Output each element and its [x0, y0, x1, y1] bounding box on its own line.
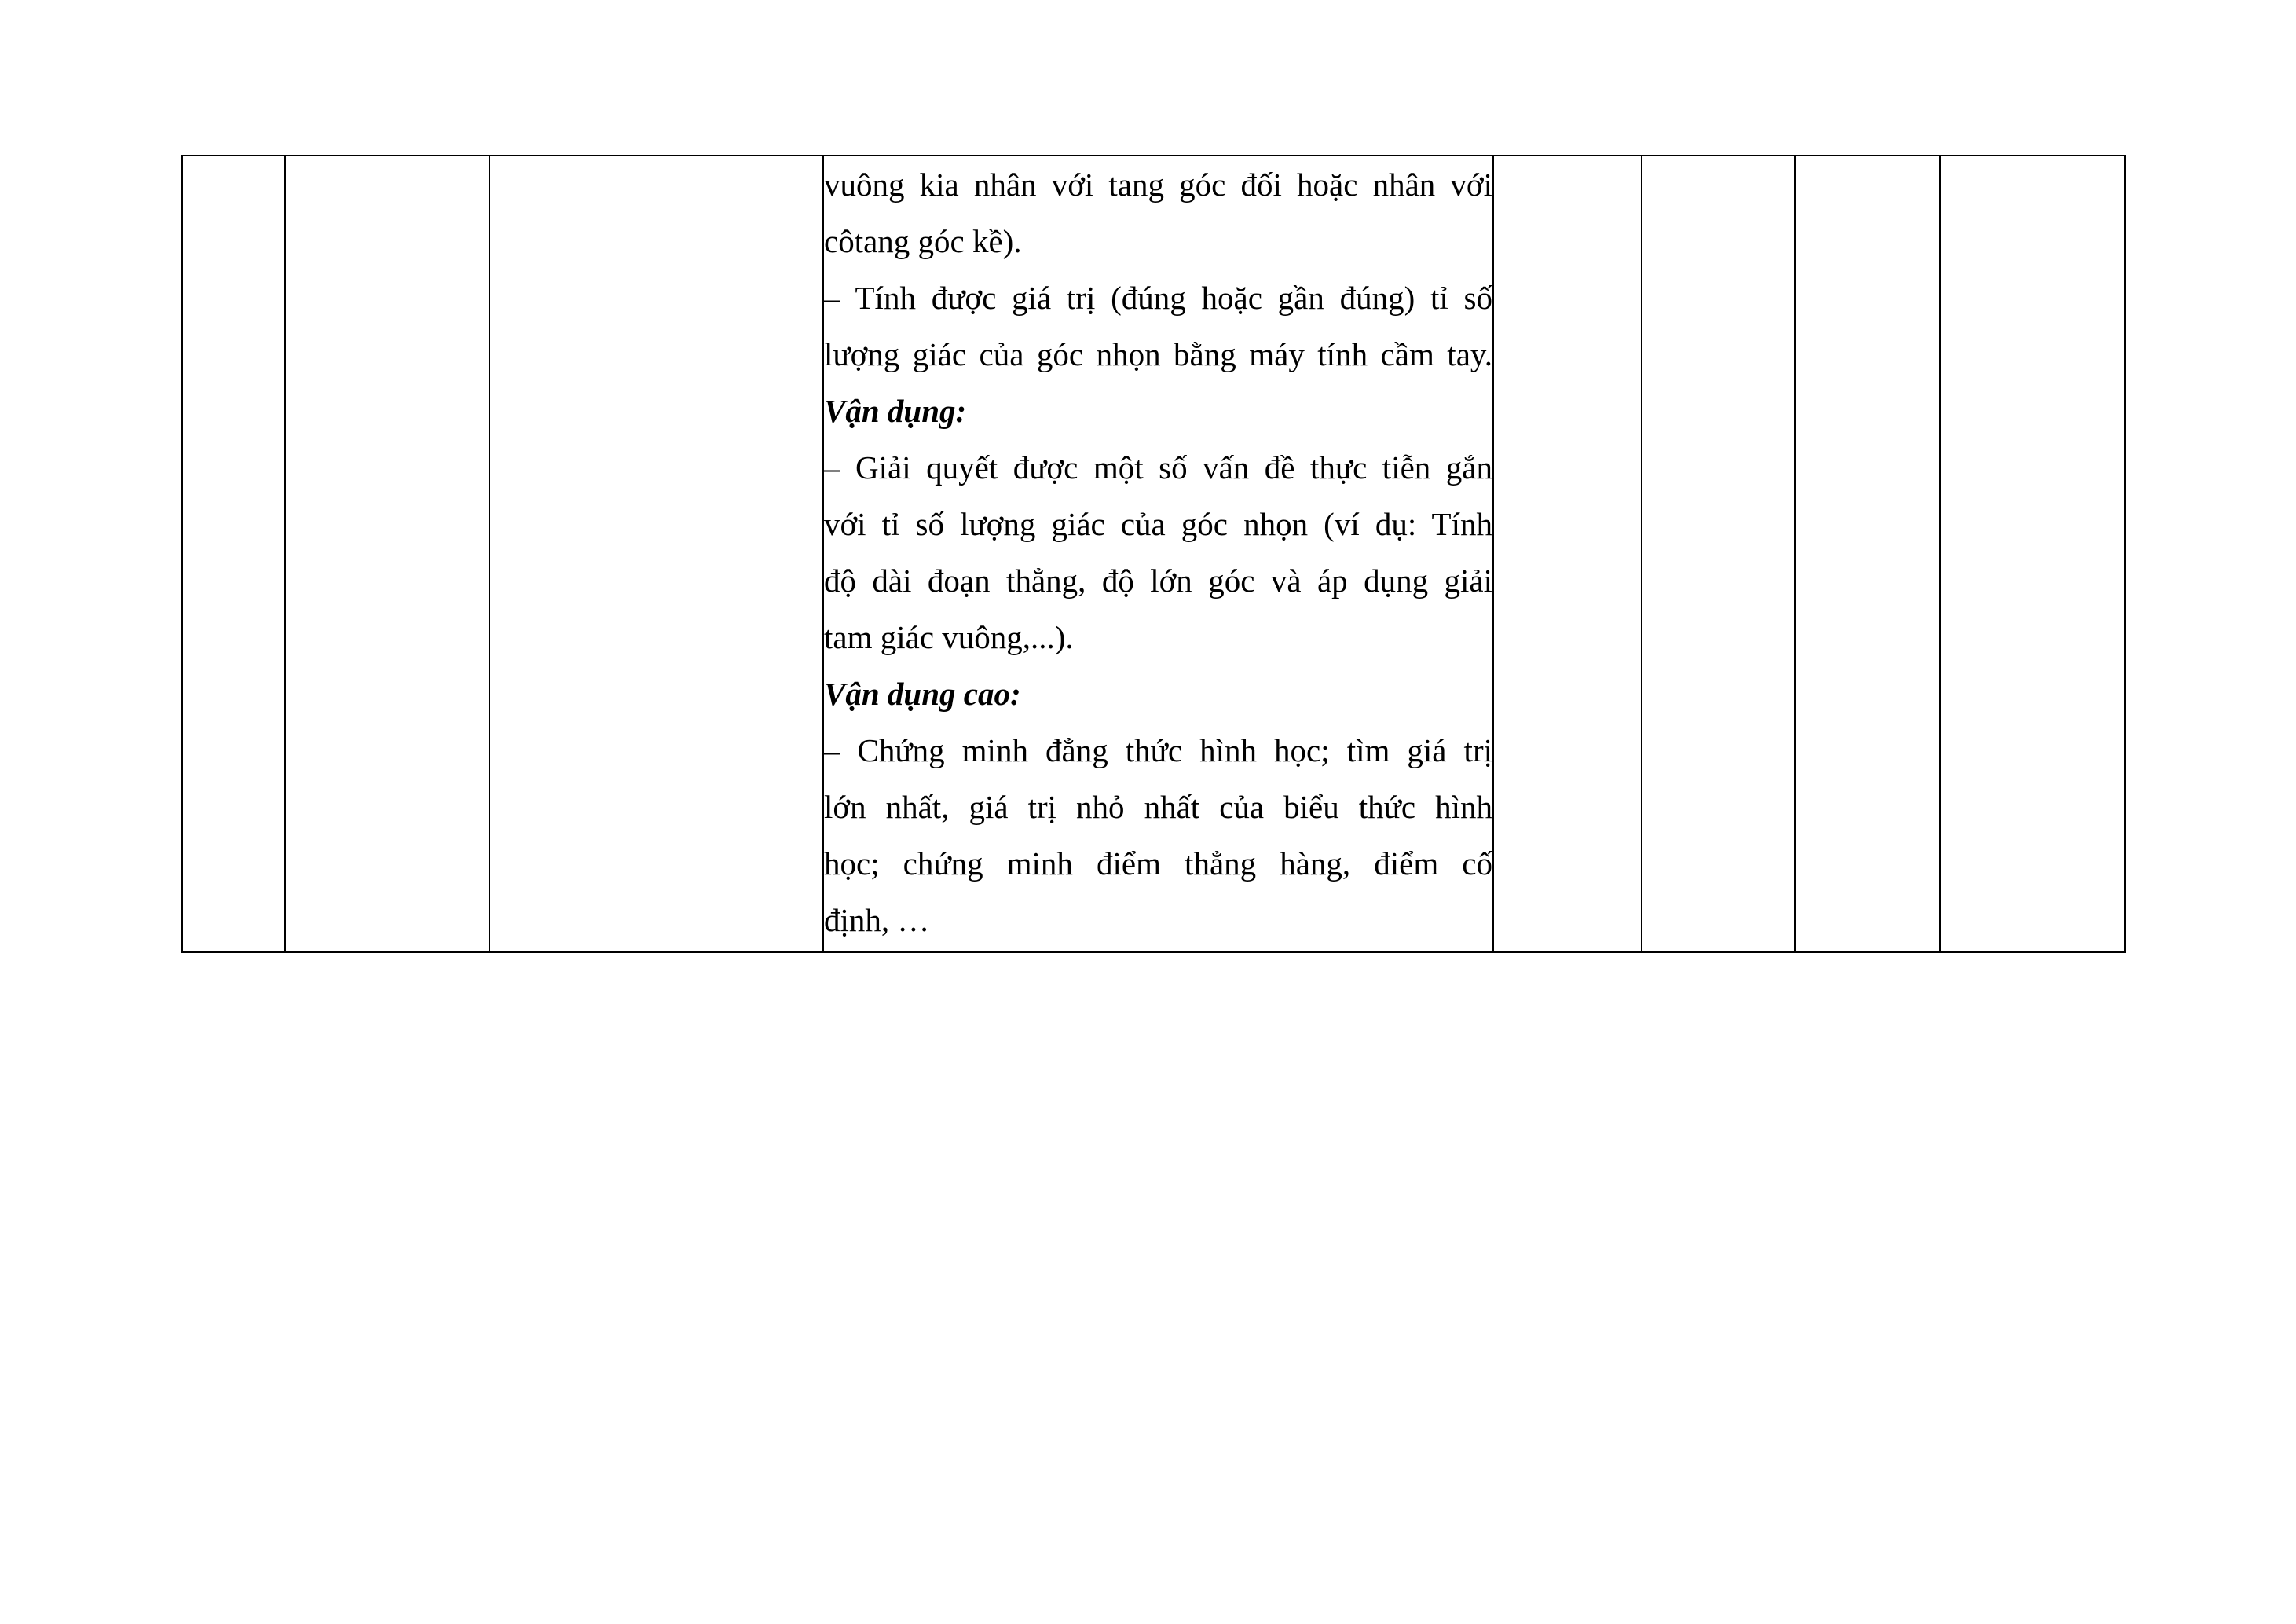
- cell-topic: [285, 156, 489, 952]
- cell-level-2: [1642, 156, 1795, 952]
- text-line: – Tính được giá trị (đúng hoặc gần đúng) tỉ số: [824, 280, 1492, 316]
- cell-level-3: [1795, 156, 1940, 952]
- text-line: định, …: [824, 902, 930, 938]
- text-line: với tỉ số lượng giác của góc nhọn (ví dụ: Tính: [824, 506, 1492, 542]
- text-line: vuông kia nhân với tang góc đối hoặc nhân với: [824, 167, 1492, 203]
- text-line: côtang góc kề).: [824, 223, 1022, 259]
- cell-requirements: [823, 156, 1493, 952]
- text-line: lớn nhất, giá trị nhỏ nhất của biểu thức hình: [824, 789, 1492, 825]
- cell-level-1: [1493, 156, 1642, 952]
- cell-content-unit: [489, 156, 823, 952]
- cell-level-4: [1940, 156, 2125, 952]
- text-line: tam giác vuông,...).: [824, 619, 1074, 655]
- text-line: học; chứng minh điểm thẳng hàng, điểm cố: [824, 845, 1492, 882]
- table-row: [182, 156, 2125, 952]
- heading-apply-high: Vận dụng cao:: [824, 676, 1021, 712]
- text-line: – Chứng minh đẳng thức hình học; tìm giá trị: [824, 732, 1492, 768]
- cell-index: [182, 156, 285, 952]
- heading-apply: Vận dụng:: [824, 393, 967, 429]
- specification-table: [181, 155, 2126, 953]
- text-line: lượng giác của góc nhọn bằng máy tính cầm tay.: [824, 336, 1492, 372]
- text-line: độ dài đoạn thẳng, độ lớn góc và áp dụng giải: [824, 563, 1492, 599]
- text-line: – Giải quyết được một số vấn đề thực tiễn gắn: [824, 449, 1492, 486]
